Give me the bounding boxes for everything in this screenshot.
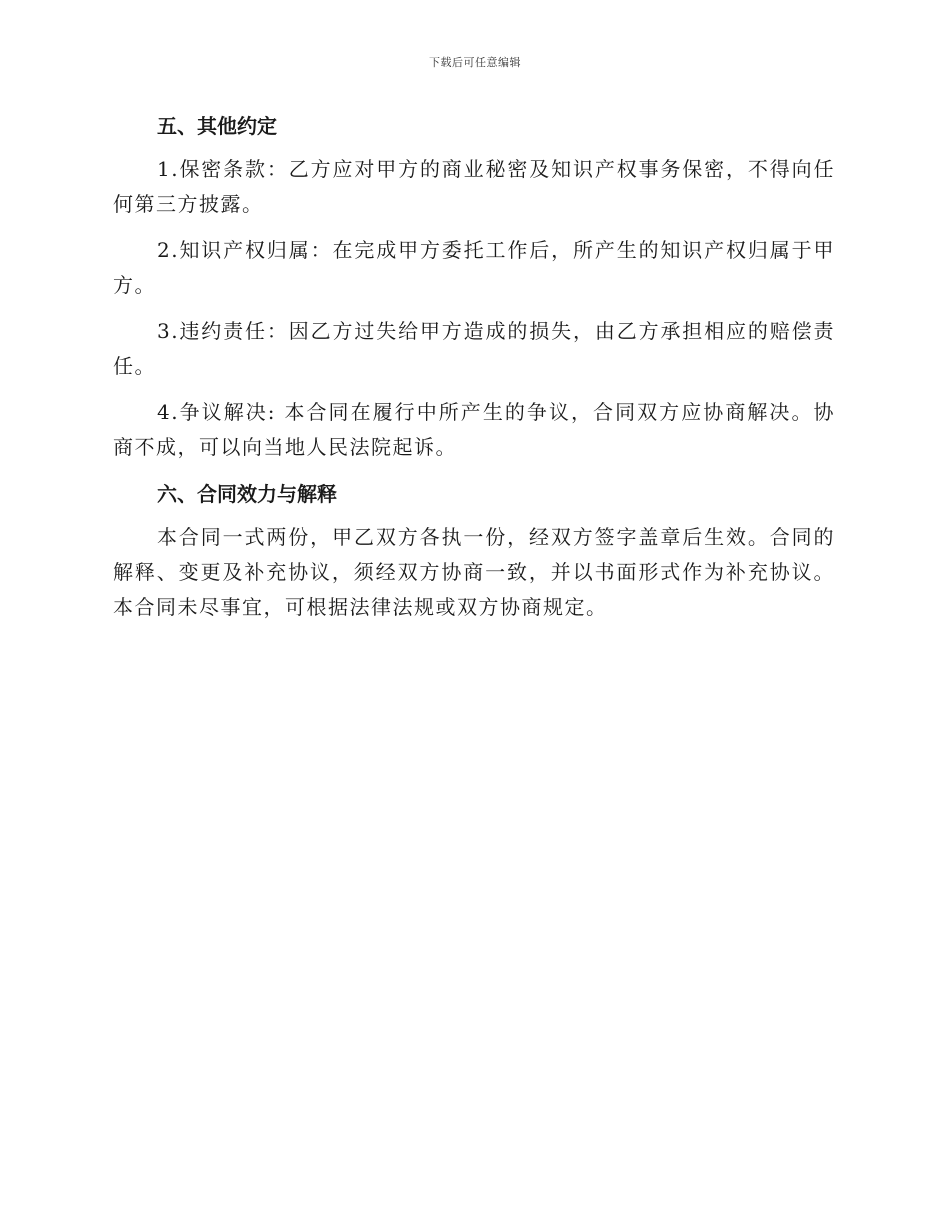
clause-confidentiality: 1.保密条款：乙方应对甲方的商业秘密及知识产权事务保密，不得向任何第三方披露。 [113, 157, 835, 216]
clause-ip-ownership: 2.知识产权归属：在完成甲方委托工作后，所产生的知识产权归属于甲方。 [113, 238, 835, 297]
section-5-heading: 五、其他约定 [157, 114, 277, 138]
clause-liability: 3.违约责任：因乙方过失给甲方造成的损失，由乙方承担相应的赔偿责任。 [113, 319, 835, 378]
document-body [113, 108, 835, 625]
page-header: 下载后可任意编辑 [429, 56, 521, 69]
clause-dispute: 4.争议解决: 本合同在履行中所产生的争议，合同双方应协商解决。协商不成，可以向当地人民法院起诉。 [113, 400, 835, 459]
section-6-heading: 六、合同效力与解释 [157, 482, 337, 506]
section-6-body: 本合同一式两份，甲乙双方各执一份，经双方签字盖章后生效。合同的解释、变更及补充协议，须经双方协商一致，并以书面形式作为补充协议。本合同未尽事宜，可根据法律法规或双方协商规定。 [113, 525, 835, 619]
